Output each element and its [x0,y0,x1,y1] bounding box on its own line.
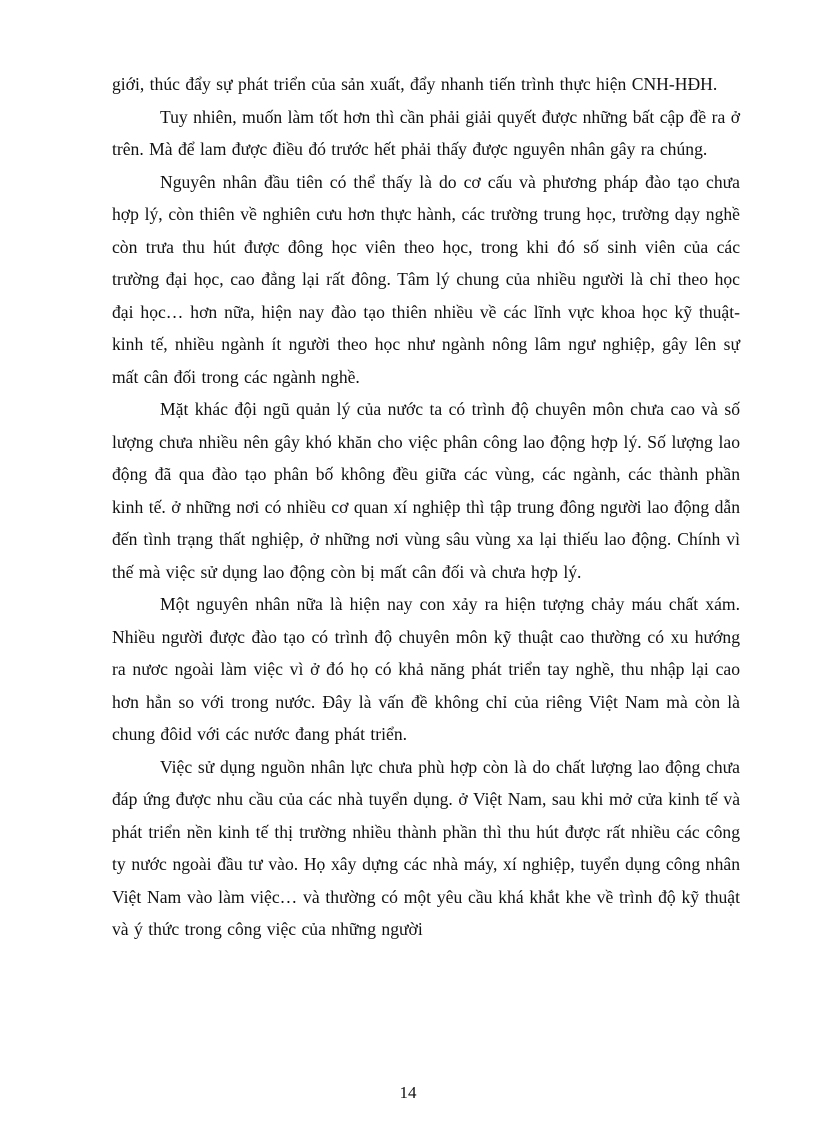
paragraph-first-cause: Nguyên nhân đầu tiên có thể thấy là do cơ cấu và phương pháp đào tạo chưa hợp lý, còn thiên về nghiên cưu hơn thực hành, các trường trung học, trường dạy nghề còn trưa thu hút được đông học viên theo học, trong khi đó số sinh viên của các trường đại học, cao đẳng lại rất đông. Tâm lý chung của nhiều người là chỉ theo học đại học… hơn nữa, hiện nay đào tạo thiên nhiều về các lĩnh vực khoa học kỹ thuật-kinh tế, nhiều ngành ít người theo học như ngành nông lâm ngư nghiệp, gây lên sự mất cân đối trong các ngành nghề. [112,171,740,387]
paragraph-continuation: giới, thúc đẩy sự phát triển của sản xuất, đẩy nhanh tiến trình thực hiện CNH-HĐH. [112,74,718,94]
paragraph-management: Mặt khác đội ngũ quản lý của nước ta có trình độ chuyên môn chưa cao và số lượng chưa nhiều nên gây khó khăn cho việc phân công lao động hợp lý. Số lượng lao động đã qua đào tạo phân bố không đều giữa các vùng, các ngành, các thành phần kinh tế. ở những nơi có nhiều cơ quan xí nghiệp thì tập trung đông người lao động dẫn đến tình trạng thất nghiệp, ở những nơi vùng sâu vùng xa lại thiếu lao động. Chính vì thế mà việc sử dụng lao động còn bị mất cân đối và chưa hợp lý. [112,399,740,582]
page-number: 14 [399,1083,417,1102]
paragraph-labor-quality: Việc sử dụng nguồn nhân lực chưa phù hợp còn là do chất lượng lao động chưa đáp ứng được nhu cầu của các nhà tuyển dụng. ở Việt Nam, sau khi mở cửa kinh tế và phát triển nền kinh tế thị trường nhiều thành phần thì thu hút được rất nhiều các công ty nước ngoài đầu tư vào. Họ xây dựng các nhà máy, xí nghiệp, tuyển dụng công nhân Việt Nam vào làm việc… và thường có một yêu cầu khá khắt khe về trình độ kỹ thuật và ý thức trong công việc của những người [112,756,740,939]
paragraph-bottlenecks: Tuy nhiên, muốn làm tốt hơn thì cần phải giải quyết được những bất cập đề ra ở trên. Mà để lam được điều đó trước hết phải thấy được nguyên nhân gây ra chúng. [112,106,740,159]
document-body [112,68,740,946]
paragraph-brain-drain: Một nguyên nhân nữa là hiện nay con xảy ra hiện tượng chảy máu chất xám. Nhiều người được đào tạo có trình độ chuyên môn kỹ thuật cao thường có xu hướng ra nươc ngoài làm việc vì ở đó họ có khả năng phát triển tay nghề, thu nhập lại cao hơn hẳn so với trong nước. Đây là vấn đề không chỉ của riêng Việt Nam mà còn là chung đôid với các nước đang phát triển. [112,594,740,744]
